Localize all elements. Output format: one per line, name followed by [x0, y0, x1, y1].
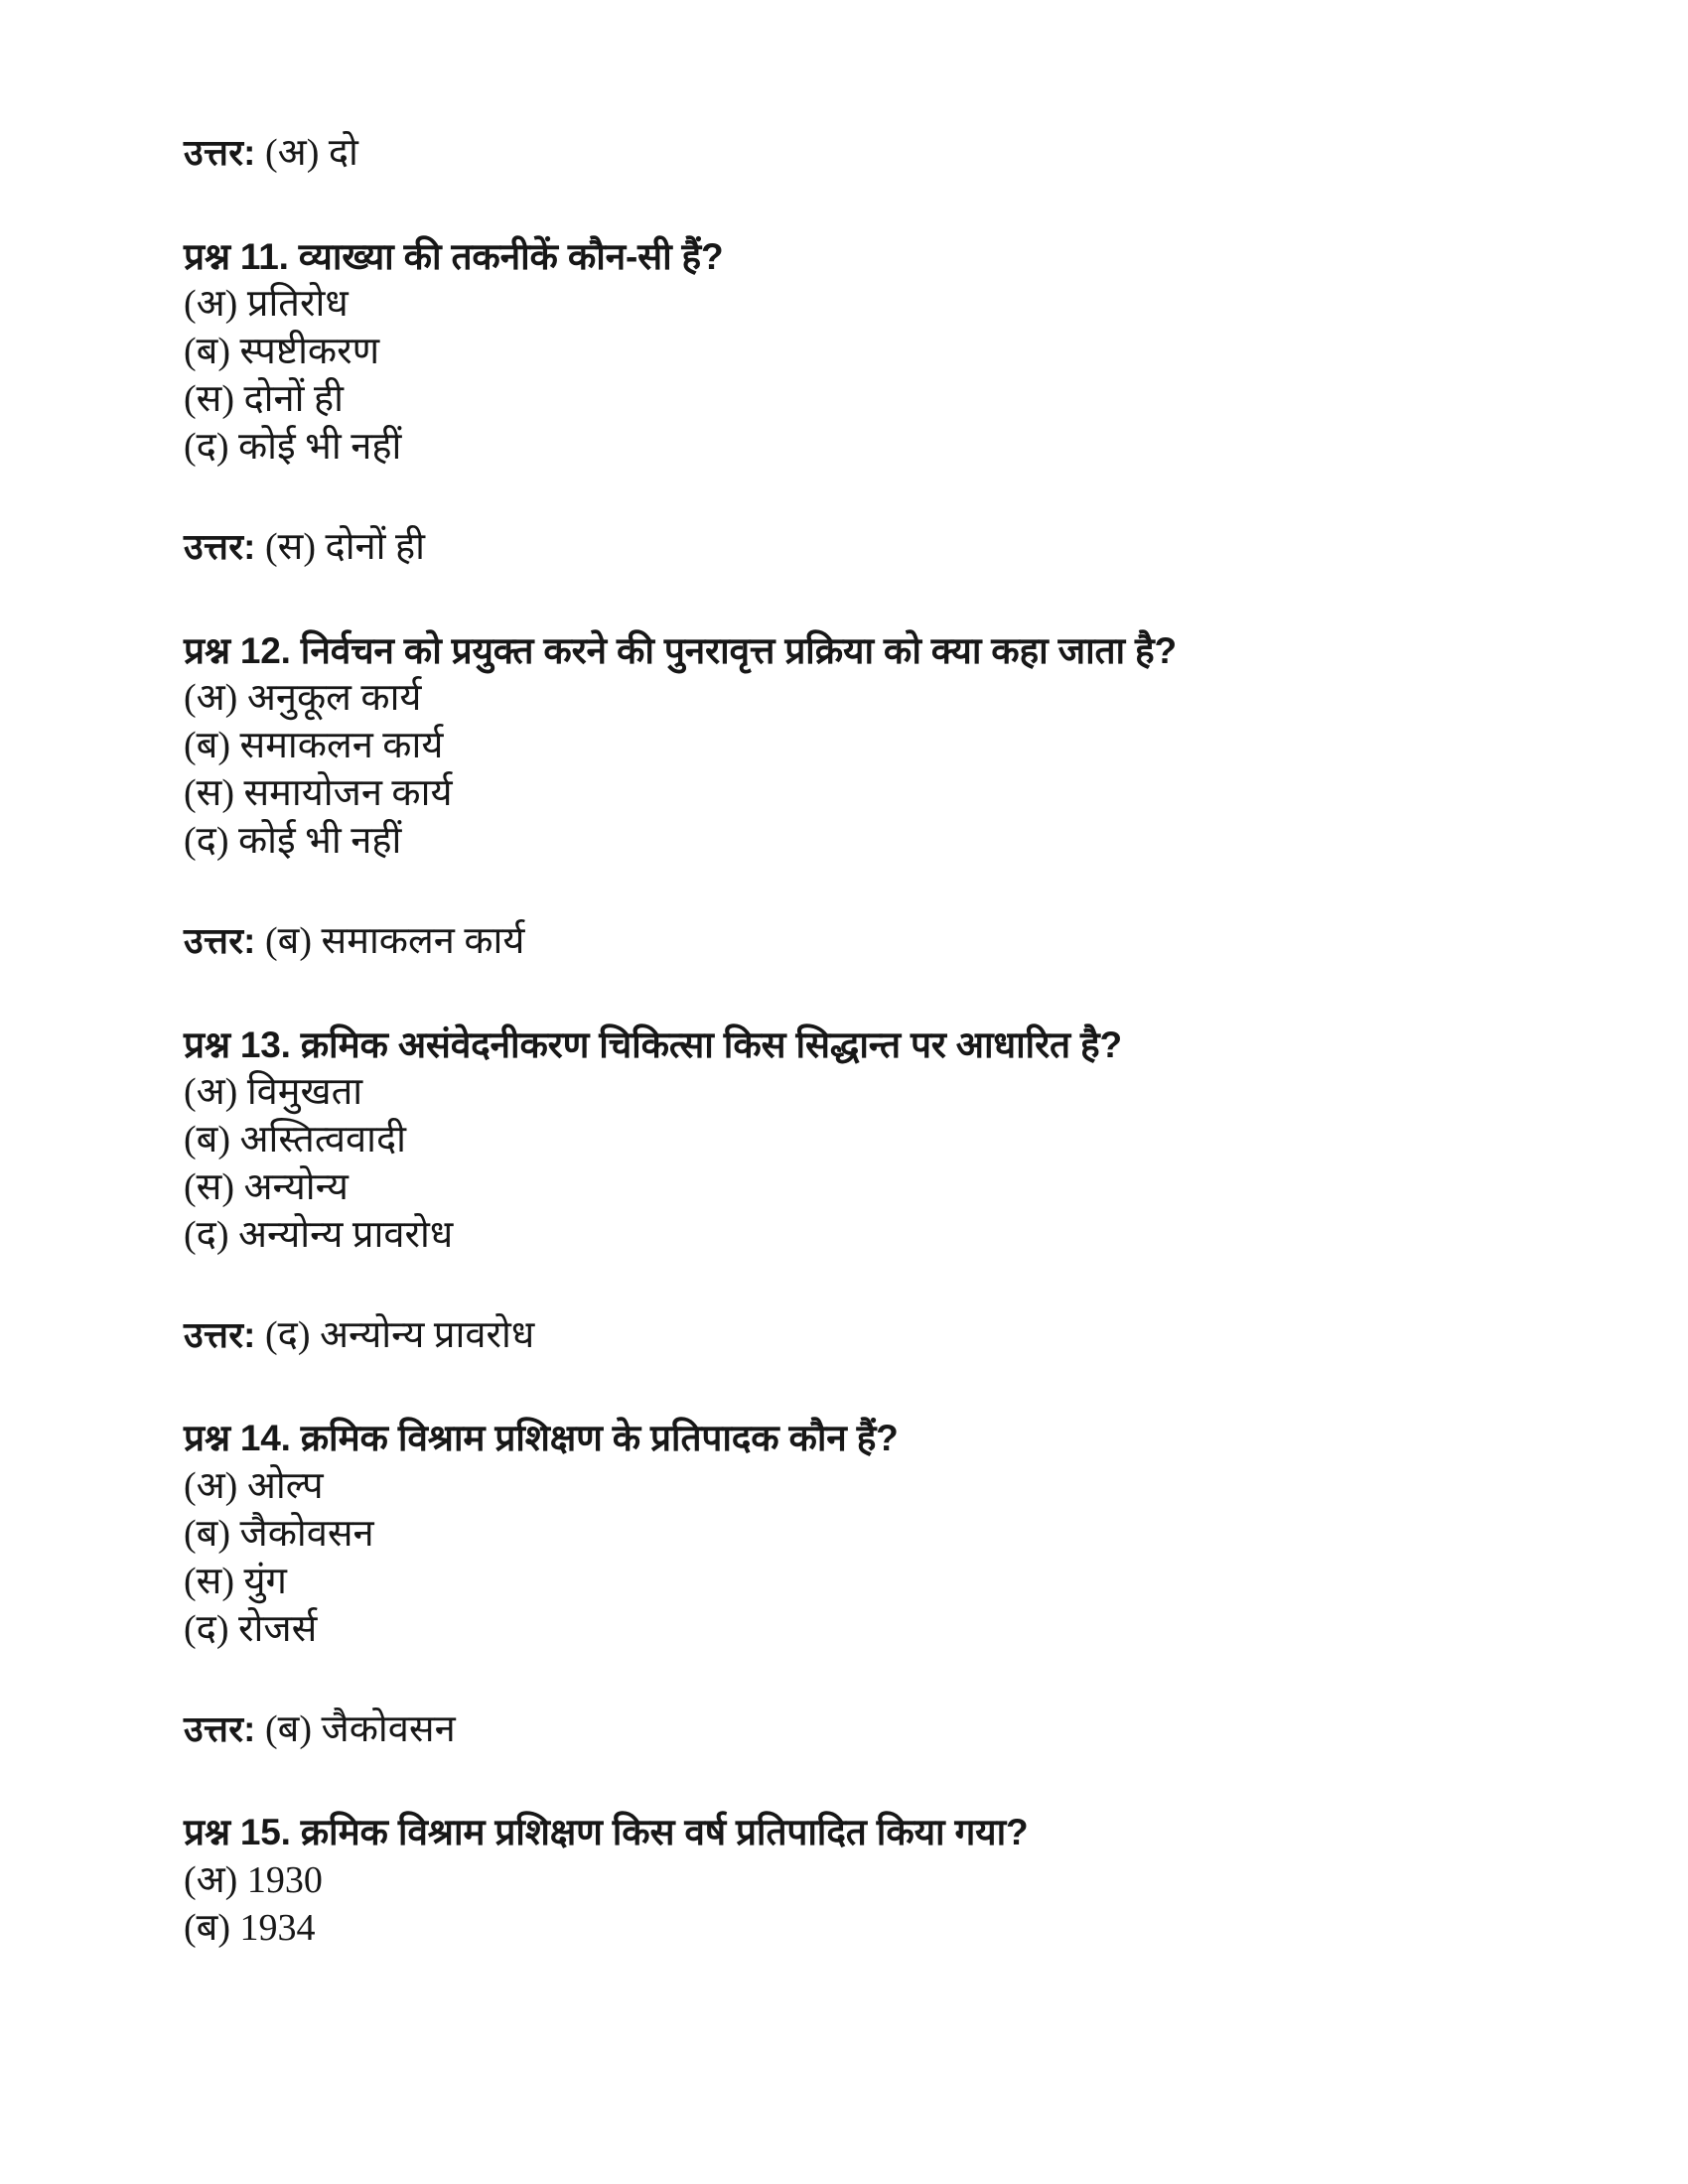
- question-block-13: [184, 1022, 1534, 1260]
- option-item[interactable]: (अ) विमुखता: [184, 1071, 363, 1114]
- spacer: [184, 178, 1534, 233]
- answer-text: (ब) समाकलन कार्य: [265, 919, 525, 962]
- option-item[interactable]: (स) समायोजन कार्य: [184, 772, 453, 815]
- option-item[interactable]: (स) दोनों ही: [184, 378, 344, 421]
- option-item[interactable]: (ब) अस्तित्ववादी: [184, 1119, 407, 1161]
- answer-label: उत्तर:: [184, 919, 256, 961]
- option-item[interactable]: (ब) समाकलन कार्य: [184, 725, 444, 767]
- answer-text: (द) अन्योन्य प्रावरोध: [265, 1313, 535, 1356]
- option-item[interactable]: (अ) 1930: [184, 1859, 323, 1902]
- spacer: [184, 472, 1534, 523]
- spacer: [184, 572, 1534, 627]
- answer-text: (अ) दो: [265, 132, 358, 174]
- option-item[interactable]: (द) रोजर्स: [184, 1607, 318, 1650]
- answer-line: [184, 1311, 1534, 1360]
- option-item[interactable]: (ब) जैकोवसन: [184, 1513, 374, 1556]
- option-list: [184, 1857, 1534, 1953]
- option-list: [184, 1069, 1534, 1260]
- answer-label: उत्तर:: [184, 1313, 256, 1355]
- document-content: [184, 129, 1534, 1953]
- question-block-11: [184, 233, 1534, 472]
- option-list: [184, 675, 1534, 866]
- answer-line: [184, 917, 1534, 966]
- option-item[interactable]: (अ) अनुकूल कार्य: [184, 677, 422, 720]
- option-item[interactable]: (अ) ओल्प: [184, 1465, 324, 1508]
- question-heading: प्रश्न 13. क्रमिक असंवेदनीकरण चिकित्सा किस सिद्धान्त पर आधारित है?: [184, 1024, 1122, 1065]
- question-heading: प्रश्न 15. क्रमिक विश्राम प्रशिक्षण किस वर्ष प्रतिपादित किया गया?: [184, 1812, 1029, 1853]
- spacer: [184, 1753, 1534, 1809]
- option-item[interactable]: (अ) प्रतिरोध: [184, 283, 349, 326]
- option-item[interactable]: (ब) 1934: [184, 1907, 316, 1950]
- answer-line: [184, 1706, 1534, 1754]
- question-block-15: [184, 1809, 1534, 1953]
- option-item[interactable]: (द) कोई भी नहीं: [184, 426, 402, 469]
- option-list: [184, 1463, 1534, 1654]
- spacer: [184, 1260, 1534, 1311]
- answer-label: उत्तर:: [184, 132, 256, 173]
- answer-text: (स) दोनों ही: [265, 525, 426, 568]
- answer-line: [184, 523, 1534, 572]
- option-item[interactable]: (द) कोई भी नहीं: [184, 820, 402, 863]
- spacer: [184, 866, 1534, 917]
- question-heading: प्रश्न 14. क्रमिक विश्राम प्रशिक्षण के प्रतिपादक कौन हैं?: [184, 1418, 899, 1459]
- option-item[interactable]: (ब) स्पष्टीकरण: [184, 331, 380, 373]
- spacer: [184, 1359, 1534, 1415]
- question-heading: प्रश्न 11. व्याख्या की तकनीकें कौन-सी हैं?: [184, 235, 724, 277]
- answer-label: उत्तर:: [184, 1707, 256, 1749]
- question-block-12: [184, 627, 1534, 866]
- spacer: [184, 1654, 1534, 1706]
- answer-text: (ब) जैकोवसन: [265, 1707, 456, 1750]
- option-list: [184, 281, 1534, 472]
- option-item[interactable]: (स) युंग: [184, 1561, 287, 1603]
- option-item[interactable]: (स) अन्योन्य: [184, 1166, 349, 1209]
- answer-line: [184, 129, 1534, 178]
- answer-label: उत्तर:: [184, 525, 256, 567]
- question-block-14: [184, 1415, 1534, 1653]
- spacer: [184, 966, 1534, 1022]
- option-item[interactable]: (द) अन्योन्य प्रावरोध: [184, 1213, 454, 1256]
- question-heading: प्रश्न 12. निर्वचन को प्रयुक्त करने की पुनरावृत्त प्रक्रिया को क्या कहा जाता है?: [184, 629, 1177, 671]
